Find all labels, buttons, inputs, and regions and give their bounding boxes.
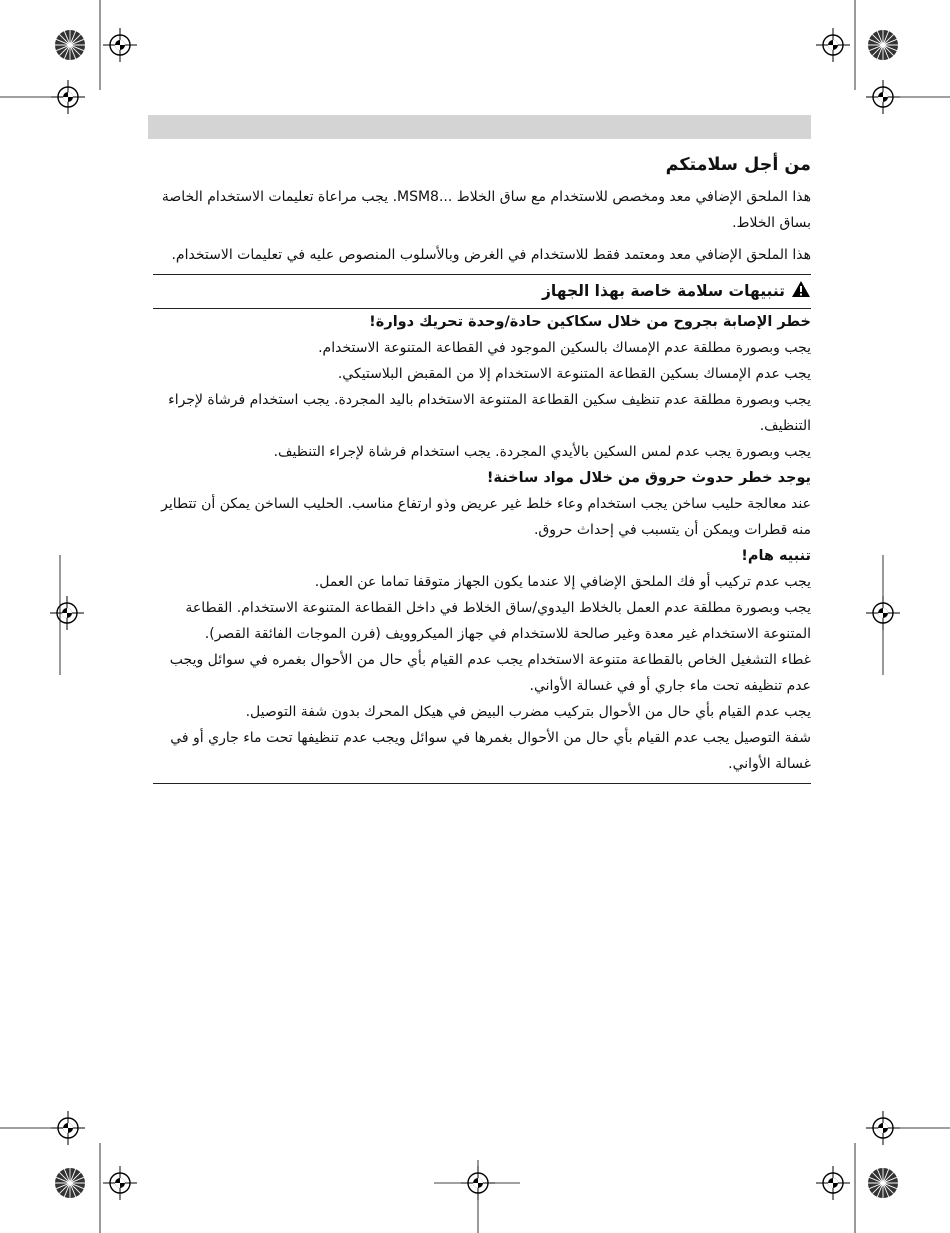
page-title: من أجل سلامتكم [665,155,811,175]
warning-triangle-icon [791,280,811,306]
section-line: يجب وبصورة مطلقة عدم العمل بالخلاط اليدوي/ساق الخلاط في داخل القطاعة المتنوعة الاستخدام. القطاعة المتنوعة الاستخدام غير معدة وغير صالحة للاستخدام في جهاز الميكروويف (فرن الموجات الفائقة القصر). [185,600,811,642]
warning-heading-box [153,274,811,309]
section-line: غطاء التشغيل الخاص بالقطاعة متنوعة الاستخدام يجب عدم القيام بأي حال من الأحوال بغمره في سوائل ويجب عدم تنظيفه تحت ماء جاري أو في غسالة الأواني. [169,652,811,694]
safety-section [153,150,811,784]
section-line: يجب عدم الإمساك بسكين القطاعة المتنوعة الاستخدام إلا من المقبض البلاستيكي. [337,366,811,382]
intro-paragraph: هذا الملحق الإضافي معد ومخصص للاستخدام مع ساق الخلاط ...MSM8. يجب مراعاة تعليمات الاستخدام الخاصة بساق الخلاط. [161,189,811,231]
section-line: شفة التوصيل يجب عدم القيام بأي حال من الأحوال بغمرها في سوائل ويجب عدم تنظيفها تحت ماء جاري أو في غسالة الأواني. [170,730,811,772]
warning-heading: تنبيهات سلامة خاصة بهذا الجهاز [542,282,785,300]
section-line: يجب عدم تركيب أو فك الملحق الإضافي إلا عندما يكون الجهاز متوقفا تماما عن العمل. [314,574,811,590]
section-line: يجب وبصورة يجب عدم لمس السكين بالأيدي المجردة. يجب استخدام فرشاة لإجراء التنظيف. [273,444,811,460]
header-bar [148,115,811,139]
section-heading: خطر الإصابة بجروح من خلال سكاكين حادة/وحدة تحريك دوارة! [369,314,811,330]
section-line: يجب وبصورة مطلقة عدم الإمساك بالسكين الموجود في القطاعة المتنوعة الاستخدام. [318,340,811,356]
section-heading: تنبيه هام! [741,548,811,564]
section-end-rule [153,783,811,784]
section-line: عند معالجة حليب ساخن يجب استخدام وعاء خلط غير عريض وذو ارتفاع مناسب. الحليب الساخن يمكن أن تتطاير منه قطرات ويمكن أن يتسبب في إحداث حروق. [161,496,811,538]
section-line: يجب وبصورة مطلقة عدم تنظيف سكين القطاعة المتنوعة الاستخدام باليد المجردة. يجب استخدام فرشاة لإجراء التنظيف. [168,392,811,434]
intro-paragraph: هذا الملحق الإضافي معد ومعتمد فقط للاستخدام في الغرض وبالأسلوب المنصوص عليه في تعليمات الاستخدام. [171,247,811,263]
section-heading: يوجد خطر حدوث حروق من خلال مواد ساخنة! [486,470,811,486]
section-line: يجب عدم القيام بأي حال من الأحوال بتركيب مضرب البيض في هيكل المحرك بدون شفة التوصيل. [245,704,811,720]
